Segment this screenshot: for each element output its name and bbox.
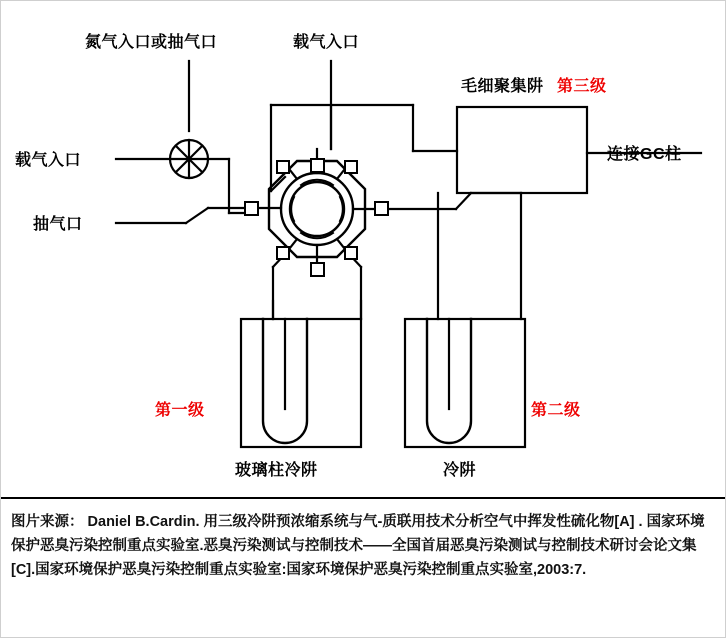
port-fitting-upper-right bbox=[345, 161, 357, 173]
label-vacuum-port: 抽气口 bbox=[33, 216, 83, 233]
label-connect-gc-column: 连接GC柱 bbox=[607, 146, 682, 163]
stage1-dewar-box bbox=[241, 319, 361, 447]
rotor-channel-2 bbox=[291, 197, 294, 221]
rotor-channel-3 bbox=[340, 197, 343, 221]
label-glass-cold-trap: 玻璃柱冷阱 bbox=[235, 462, 318, 479]
valve-body-outline bbox=[269, 161, 365, 257]
line-vacuum-diag bbox=[186, 208, 208, 223]
label-cold-trap: 冷阱 bbox=[443, 462, 477, 479]
label-stage-one: 第一级 bbox=[155, 402, 205, 419]
valve-rotor-inner bbox=[290, 182, 344, 236]
label-stage-three: 第三级 bbox=[557, 78, 607, 95]
capillary-trap-box bbox=[457, 107, 587, 193]
port-fitting-top bbox=[311, 159, 324, 172]
port-fitting-lower-right bbox=[345, 247, 357, 259]
line-valve-right-diag bbox=[456, 193, 471, 209]
port-fitting-right bbox=[375, 202, 388, 215]
stage2-dewar-box bbox=[405, 319, 525, 447]
label-nitrogen-inlet: 氮气入口或抽气口 bbox=[85, 34, 218, 51]
port-fitting-lower-left bbox=[277, 247, 289, 259]
label-carrier-gas-inlet-top: 载气入口 bbox=[293, 34, 360, 51]
port-fitting-upper-left bbox=[277, 161, 289, 173]
diagram-area bbox=[1, 1, 726, 497]
label-carrier-gas-inlet-left: 载气入口 bbox=[15, 152, 82, 169]
port-fitting-left bbox=[245, 202, 258, 215]
figure-caption: 图片来源： Daniel B.Cardin. 用三级冷阱预浓缩系统与气-质联用技术分析空气中挥发性硫化物[A] . 国家环境保护恶臭污染控制重点实验室.恶臭污染测试与控制技术——全国首届恶臭污染测试与控制技术研讨会论文集[C].国家环境保护恶臭污染控制重点实验室:国家环境保护恶臭污染控制重点实验室,2003:7. bbox=[1, 497, 726, 638]
valve-schematic-svg bbox=[1, 1, 726, 497]
label-stage-two: 第二级 bbox=[531, 402, 581, 419]
label-capillary-trap: 毛细聚集阱 bbox=[461, 78, 544, 95]
port-fitting-bottom bbox=[311, 263, 324, 276]
